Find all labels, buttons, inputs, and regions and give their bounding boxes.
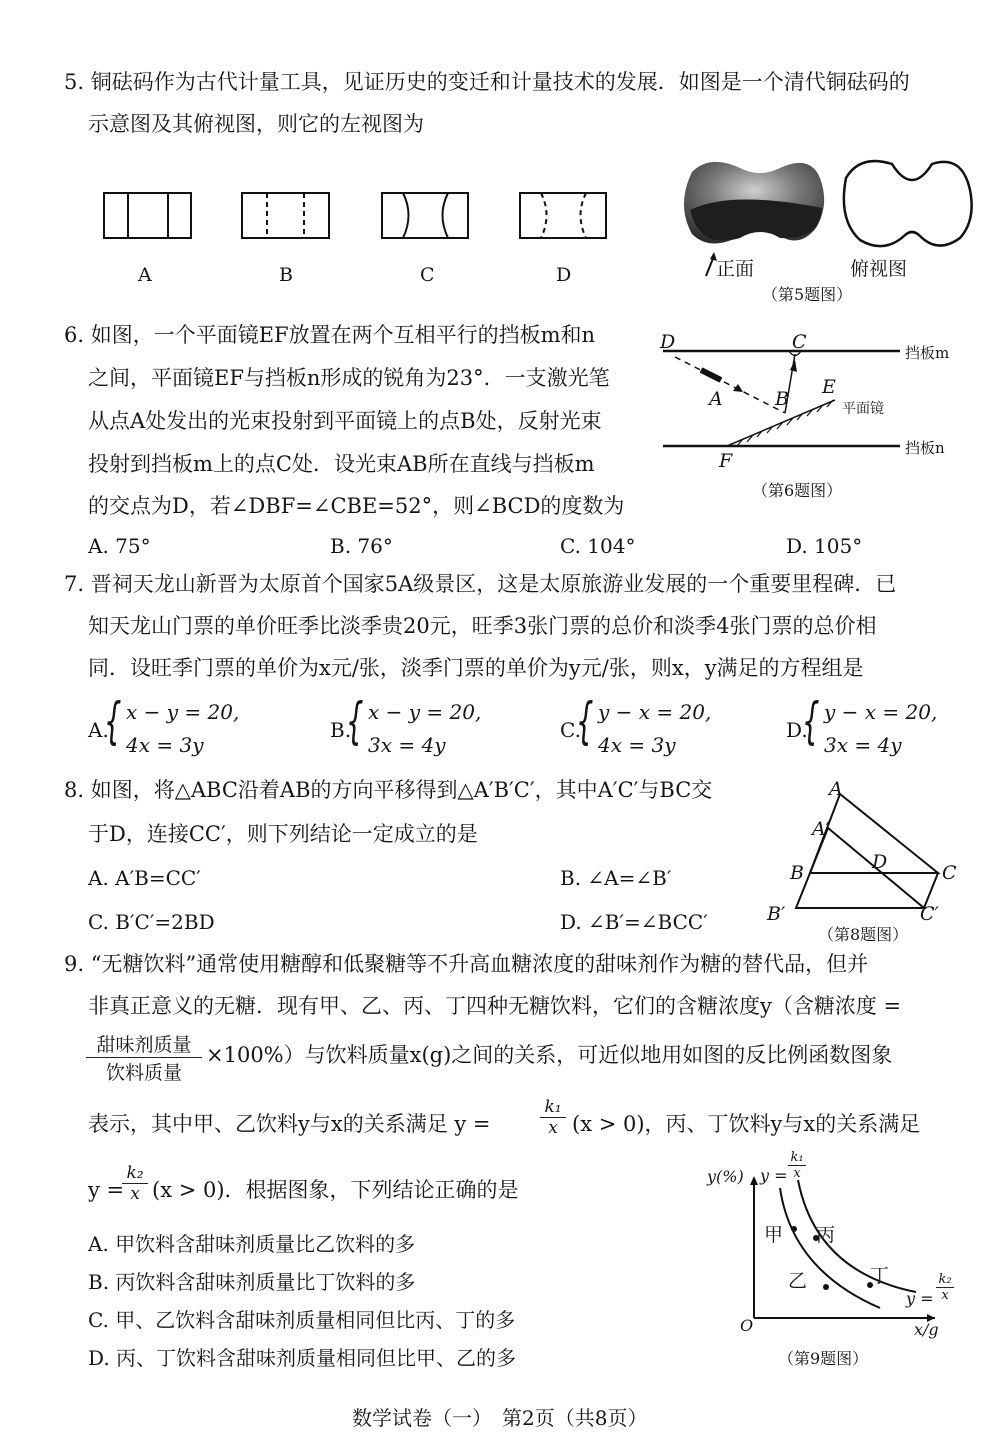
q6-line3: 从点A处发出的光束投射到平面镜上的点B处，反射光束 [88, 409, 602, 433]
q5-topview-label: 俯视图 [850, 258, 908, 280]
q9-k2-denominator: x [130, 1184, 140, 1204]
q6-label-c: C [792, 331, 807, 353]
q9-line5b: (x > 0)．根据图象，下列结论正确的是 [152, 1178, 519, 1202]
q5-option-b-figure [242, 193, 329, 238]
q9-line1: 9. “无糖饮料”通常使用糖醇和低聚糖等不升高血糖浓度的甜味剂作为糖的替代品，但并 [64, 952, 869, 976]
q9-option-c: C. 甲、乙饮料含甜味剂质量相同但比丙、丁的多 [88, 1308, 516, 1332]
q7-option-d-label: D. [786, 718, 808, 742]
q9-label-jia: 甲 [764, 1224, 784, 1246]
q9-line3: ×100%）与饮料质量x(g)之间的关系，可近似地用如图的反比例函数图象 [206, 1043, 893, 1067]
q9-curve2-k2: k₂ [936, 1272, 954, 1288]
q9-k1-numerator: k₁ [540, 1097, 566, 1118]
point-jia [791, 1226, 797, 1232]
q5-option-d-figure [520, 193, 606, 238]
q9-k1-denominator: x [548, 1118, 558, 1138]
q6-label-n: 挡板n [905, 439, 945, 457]
q5-caption: （第5题图） [762, 285, 853, 304]
q9-caption: （第9题图） [778, 1349, 869, 1368]
q9-ylabel: y(%) [707, 1167, 744, 1186]
q8-label-c: C [942, 862, 957, 884]
q5-option-d: D [556, 264, 572, 286]
q6-label-f: F [719, 450, 733, 472]
q9-curve1-k1: k₁ [788, 1150, 806, 1166]
q9-concentration-fraction [86, 1030, 202, 1085]
q6-label-m: 挡板m [905, 344, 950, 362]
q7-option-b-eq1: x − y = 20, [368, 700, 482, 724]
q9-line4b: (x > 0)，丙、丁饮料y与x的关系满足 [572, 1112, 921, 1136]
q7-option-a-label: A. [88, 718, 109, 742]
q9-label-ding: 丁 [870, 1265, 890, 1287]
q7-option-a-eq2: 4x = 3y [126, 733, 204, 757]
q9-curve1-prefix: y = [760, 1166, 788, 1185]
weight-top-view [844, 161, 972, 246]
q5-option-c: C [420, 264, 435, 286]
q6-line5: 的交点为D，若∠DBF=∠CBE=52°，则∠BCD的度数为 [88, 494, 625, 518]
q9-k1-fraction [540, 1097, 566, 1138]
q8-label-a: A [829, 778, 843, 800]
q9-option-b: B. 丙饮料含甜味剂质量比丁饮料的多 [88, 1270, 416, 1294]
q8-option-d: D. ∠B′=∠BCC′ [560, 910, 708, 934]
q7-option-a-eq1: x − y = 20, [126, 700, 240, 724]
q6-line2: 之间，平面镜EF与挡板n形成的锐角为23°．一支激光笔 [88, 366, 610, 390]
q6-caption: （第6题图） [752, 481, 843, 500]
q6-line1: 6. 如图，一个平面镜EF放置在两个互相平行的挡板m和n [64, 323, 596, 347]
q8-option-b: B. ∠A=∠B′ [560, 866, 672, 890]
q7-option-b-label: B. [330, 718, 352, 742]
q9-option-d: D. 丙、丁饮料含甜味剂质量相同但比甲、乙的多 [88, 1346, 517, 1370]
q8-label-d: D [872, 851, 888, 873]
q9-line2: 非真正意义的无糖．现有甲、乙、丙、丁四种无糖饮料，它们的含糖浓度y（含糖浓度 = [88, 994, 902, 1018]
q9-curve2-prefix: y = [906, 1289, 934, 1308]
q8-label-b: B [790, 862, 804, 884]
q9-frac-denominator: 饮料质量 [105, 1062, 182, 1084]
q9-frac-numerator: 甜味剂质量 [86, 1030, 202, 1058]
q9-label-bing: 丙 [816, 1224, 836, 1246]
beam-ab [675, 357, 785, 413]
point-yi [823, 1284, 829, 1290]
q6-label-mirror: 平面镜 [842, 401, 884, 417]
page-footer: 数学试卷（一） 第2页（共8页） [352, 1406, 648, 1430]
q6-option-d: D. 105° [786, 534, 863, 558]
q9-origin: O [740, 1316, 754, 1335]
q6-option-c: C. 104° [560, 534, 636, 558]
q7-option-c-label: C. [560, 718, 581, 742]
q7-line3: 同．设旺季门票的单价为x元/张，淡季门票的单价为y元/张，则x，y满足的方程组是 [88, 656, 864, 680]
q7-line2: 知天龙山门票的单价旺季比淡季贵20元，旺季3张门票的总价和淡季4张门票的总价相 [88, 614, 877, 638]
laser-pen [701, 370, 721, 380]
q5-option-a: A [138, 264, 152, 286]
q6-label-e: E [822, 376, 836, 398]
q6-label-b: B [775, 388, 789, 410]
q8-line1: 8. 如图，将△ABC沿着AB的方向平移得到△A′B′C′，其中A′C′与BC交 [64, 778, 713, 802]
q8-caption: （第8题图） [818, 925, 909, 944]
q9-curve2-x: x [941, 1288, 949, 1303]
q6-option-a: A. 75° [88, 534, 151, 558]
q9-label-yi: 乙 [788, 1270, 808, 1292]
q7-line1: 7. 晋祠天龙山新晋为太原首个国家5A级景区，这是太原旅游业发展的一个重要里程碑．已 [64, 572, 897, 596]
q9-k2-numerator: k₂ [122, 1163, 148, 1184]
q5-weight-figure [670, 150, 960, 260]
q5-option-c-figure [382, 193, 468, 238]
q6-label-a: A [709, 388, 723, 410]
q8-label-b1: B′ [767, 903, 786, 925]
q5-front-label: 正面 [716, 258, 755, 280]
q7-option-b-eq2: 3x = 4y [368, 733, 446, 757]
q9-curve2-fraction [936, 1272, 954, 1303]
q5-option-a-figure [104, 193, 191, 238]
q9-xlabel: x/g [914, 1320, 939, 1339]
q7-option-d-eq2: 3x = 4y [824, 733, 902, 757]
q8-line2: 于D，连接CC′，则下列结论一定成立的是 [88, 822, 478, 846]
q5-option-b: B [279, 264, 293, 286]
q9-k2-fraction [122, 1163, 148, 1204]
q8-option-a: A. A′B=CC′ [88, 866, 201, 890]
q8-label-c1: C′ [920, 903, 939, 925]
q9-line4a: 表示，其中甲、乙饮料y与x的关系满足 y = [88, 1112, 491, 1136]
q6-line4: 投射到挡板m上的点C处．设光束AB所在直线与挡板m [88, 452, 595, 476]
q5-line2: 示意图及其俯视图，则它的左视图为 [88, 112, 424, 136]
triangle-a1b1c1 [796, 828, 924, 908]
q6-option-b: B. 76° [330, 534, 393, 558]
q7-option-c-eq1: y − x = 20, [598, 700, 712, 724]
q7-option-d-eq1: y − x = 20, [824, 700, 938, 724]
q7-option-c-eq2: 4x = 3y [598, 733, 676, 757]
q6-label-d: D [660, 331, 676, 353]
q9-option-a: A. 甲饮料含甜味剂质量比乙饮料的多 [88, 1232, 416, 1256]
q8-option-c: C. B′C′=2BD [88, 910, 215, 934]
q5-line1: 5. 铜砝码作为古代计量工具，见证历史的变迁和计量技术的发展．如图是一个清代铜砝码的 [64, 70, 910, 94]
q9-curve1-fraction [788, 1150, 806, 1181]
q8-label-a1: A′ [812, 818, 831, 840]
q9-curve1-x: x [793, 1166, 801, 1181]
q9-line5a: y = [88, 1178, 125, 1202]
